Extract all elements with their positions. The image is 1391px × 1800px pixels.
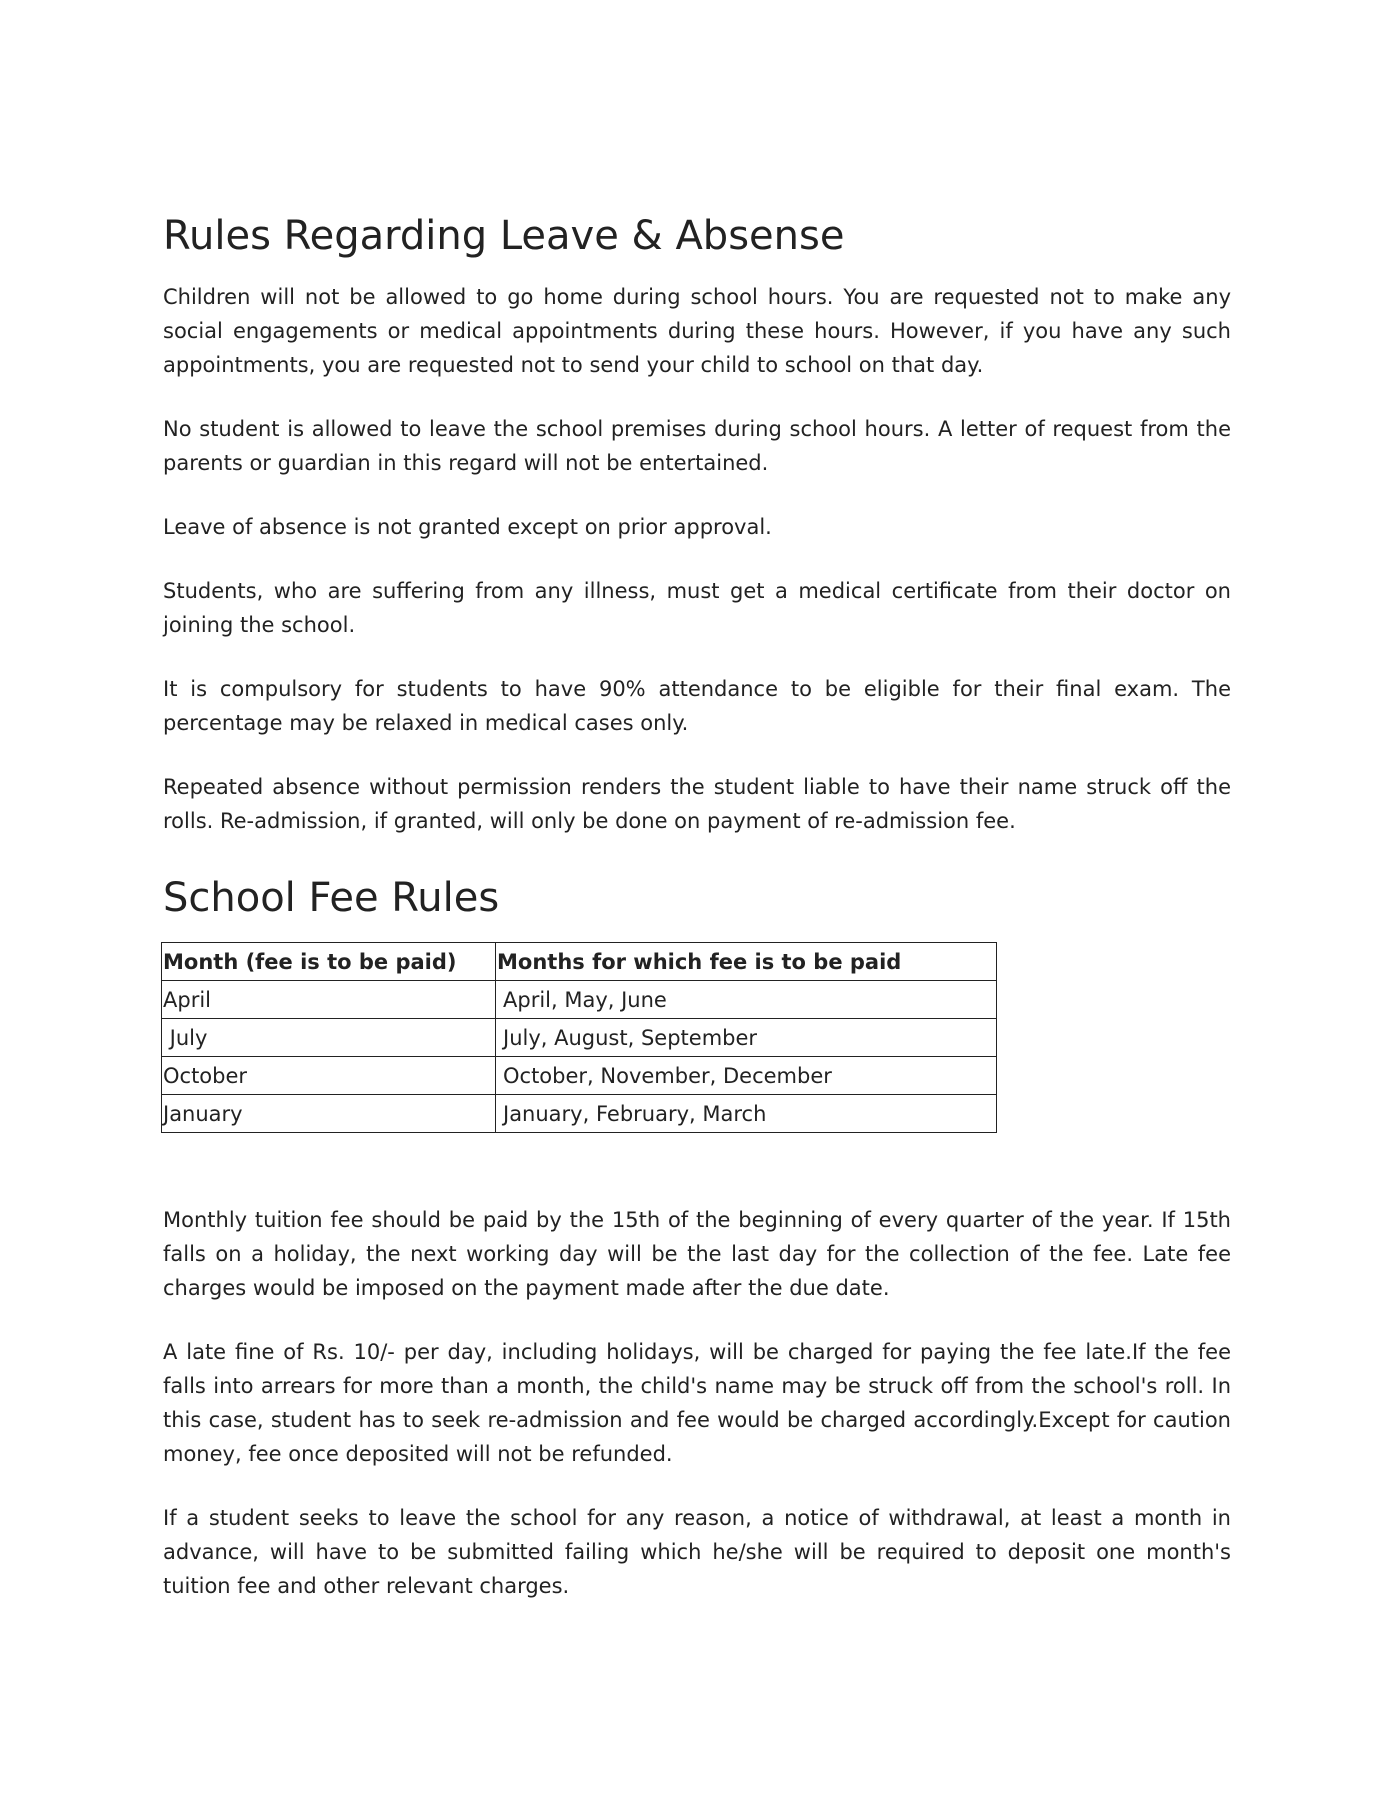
leave-rules-heading: Rules Regarding Leave & Absense — [163, 213, 845, 259]
covered-months-cell: January, February, March — [496, 1095, 997, 1133]
covered-months-cell: April, May, June — [496, 981, 997, 1019]
fee-rule-paragraph: Monthly tuition fee should be paid by the 15th of the beginning of every quarter of the year. If 15th falls on a holiday, the next working day will be the last day for the collection of the fee. Late fee charges would be imposed on the payment made after the due date. — [163, 1208, 1231, 1300]
covered-months-cell: October, November, December — [496, 1057, 997, 1095]
fee-rule-paragraph: If a student seeks to leave the school for any reason, a notice of withdrawal, at least a month in advance, will have to be submitted failing which he/she will be required to deposit one month's tuition fee and other relevant charges. — [163, 1506, 1231, 1598]
table-row — [162, 981, 997, 1019]
leave-rule-paragraph: Repeated absence without permission renders the student liable to have their name struck off the rolls. Re-admission, if granted, will only be done on payment of re-admission fee. — [163, 775, 1231, 833]
document-page — [163, 210, 1231, 1633]
payment-month-cell: January — [162, 1095, 496, 1133]
leave-rule-paragraph: Students, who are suffering from any illness, must get a medical certificate from their doctor on joining the school. — [163, 579, 1231, 637]
table-row — [162, 1095, 997, 1133]
fee-rule-paragraph: A late fine of Rs. 10/- per day, including holidays, will be charged for paying the fee late.If the fee falls into arrears for more than a month, the child's name may be struck off from the school's roll. In this case, student has to seek re-admission and fee would be charged accordingly.Except for caution money, fee once deposited will not be refunded. — [163, 1340, 1231, 1466]
leave-rule-paragraph: Children will not be allowed to go home during school hours. You are requested not to make any social engagements or medical appointments during these hours. However, if you have any such appointments, you are requested not to send your child to school on that day. — [163, 285, 1231, 377]
column-header-payment-month: Month (fee is to be paid) — [162, 943, 496, 981]
leave-rule-paragraph: It is compulsory for students to have 90% attendance to be eligible for their final exam. The percentage may be relaxed in medical cases only. — [163, 677, 1231, 735]
leave-rule-paragraph: No student is allowed to leave the school premises during school hours. A letter of request from the parents or guardian in this regard will not be entertained. — [163, 417, 1231, 475]
fee-schedule-table — [161, 942, 997, 1133]
covered-months-cell: July, August, September — [496, 1019, 997, 1057]
table-row — [162, 1019, 997, 1057]
leave-rule-paragraph: Leave of absence is not granted except on prior approval. — [163, 515, 772, 539]
table-row — [162, 1057, 997, 1095]
payment-month-cell: October — [162, 1057, 496, 1095]
table-header-row — [162, 943, 997, 981]
fee-rules-heading: School Fee Rules — [163, 875, 500, 921]
column-header-covered-months: Months for which fee is to be paid — [496, 943, 997, 981]
payment-month-cell: April — [162, 981, 496, 1019]
payment-month-cell: July — [162, 1019, 496, 1057]
